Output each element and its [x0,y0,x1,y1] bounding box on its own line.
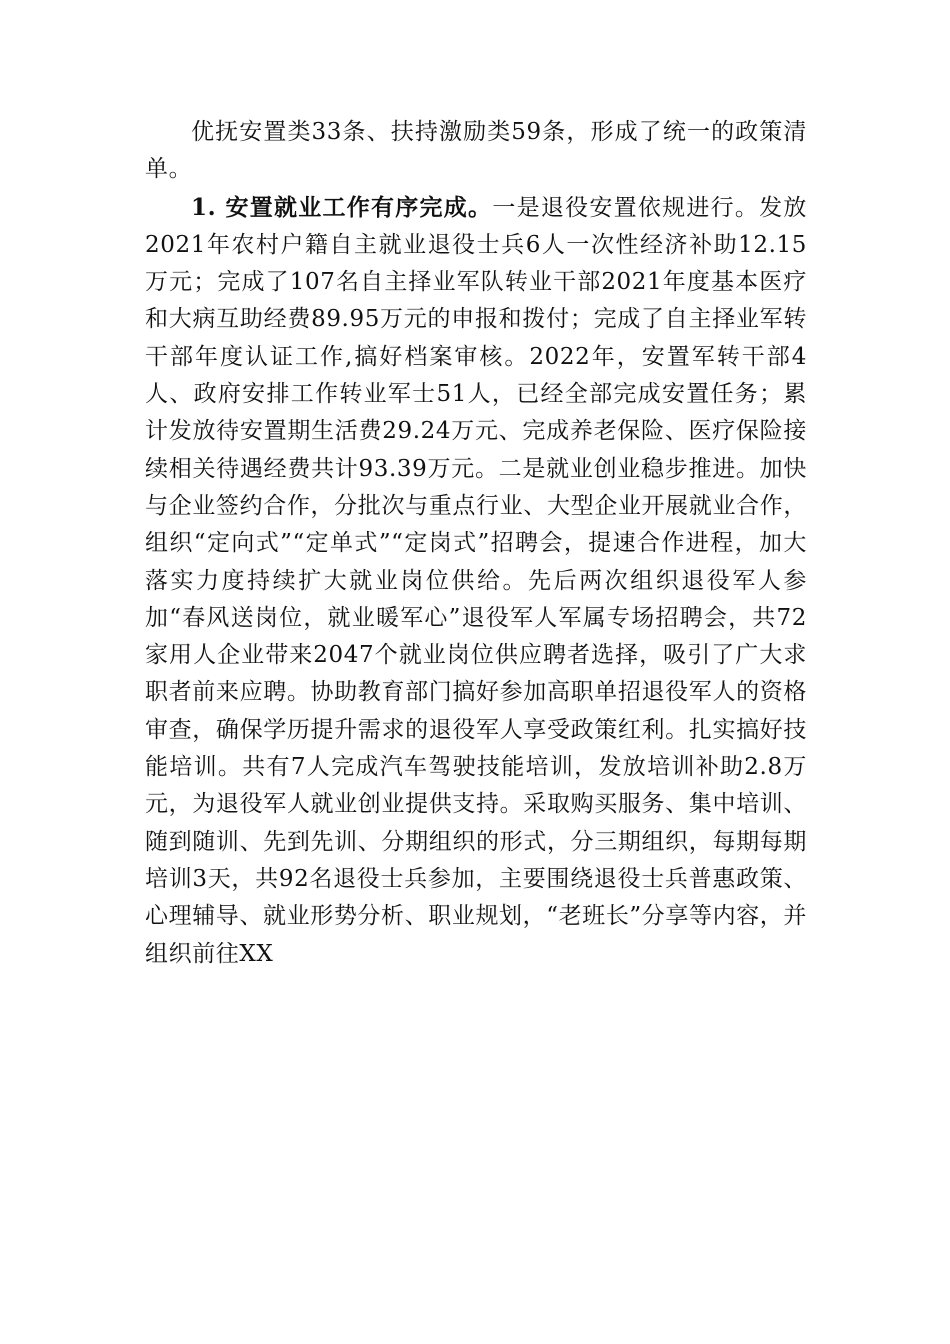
paragraph-policy-list-text: 优抚安置类33条、扶持激励类59条，形成了统一的政策清单。 [145,119,807,183]
document-body [145,114,807,973]
section-heading-employment-placement: 1. 安置就业工作有序完成。 [191,193,493,221]
paragraph-employment-placement [145,189,807,973]
paragraph-employment-placement-text: 一是退役安置依规进行。发放2021年农村户籍自主就业退役士兵6人一次性经济补助12.15万元；完成了107名自主择业军队转业干部2021年度基本医疗和大病互助经费89.95万元的申报和拨付；完成了自主择业军转干部年度认证工作,搞好档案审核。2022年，安置军转干部4人、政府安排工作转业军士51人，已经全部完成安置任务；累计发放待安置期生活费29.24万元、完成养老保险、医疗保险接续相关待遇经费共计93.39万元。二是就业创业稳步推进。加快与企业签约合作，分批次与重点行业、大型企业开展就业合作，组织“定向式”“定单式”“定岗式”招聘会，提速合作进程，加大落实力度持续扩大就业岗位供给。先后两次组织退役军人参加“春风送岗位，就业暖军心”退役军人军属专场招聘会，共72家用人企业带来2047个就业岗位供应聘者选择，吸引了广大求职者前来应聘。协助教育部门搞好参加高职单招退役军人的资格审查，确保学历提升需求的退役军人享受政策红利。扎实搞好技能培训。共有7人完成汽车驾驶技能培训，发放培训补助2.8万元，为退役军人就业创业提供支持。采取购买服务、集中培训、随到随训、先到先训、分期组织的形式，分三期组织，每期每期培训3天，共92名退役士兵参加，主要围绕退役士兵普惠政策、心理辅导、就业形势分析、职业规划，“老班长”分享等内容，并组织前往XX [145,194,807,967]
paragraph-policy-list [145,114,807,189]
